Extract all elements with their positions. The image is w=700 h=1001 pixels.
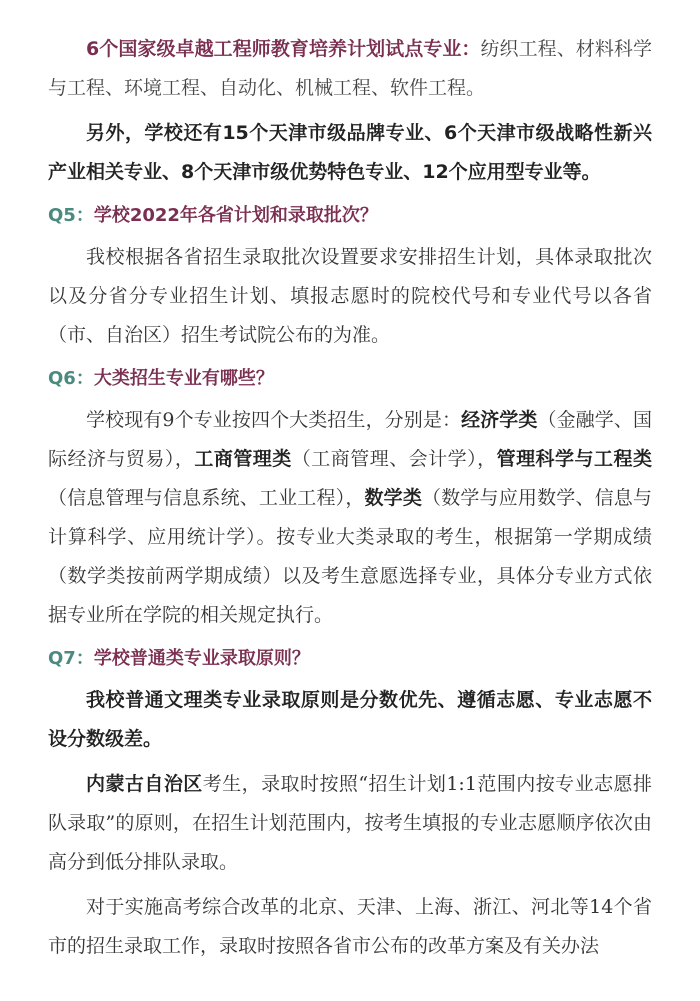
question-label: Q7：: [48, 648, 94, 669]
answer-intro: 学校现有9个专业按四个大类招生，分别是：: [86, 409, 462, 431]
paragraph-pilot-majors: [48, 30, 652, 108]
question-q7: [48, 641, 652, 677]
question-text: 大类招生专业有哪些？: [93, 368, 274, 389]
category-economics-detail: （金融学、国际经济与贸易），: [48, 409, 652, 470]
answer-q7-reform: [48, 888, 652, 966]
category-math: 数学类: [364, 487, 423, 509]
category-business-detail: （工商管理、会计学），: [291, 448, 497, 470]
answer-q7-region: [48, 765, 652, 882]
admission-principle: 我校普通文理类专业录取原则是分数优先、遵循志愿、专业志愿不设分数级差。: [48, 689, 652, 750]
region-text: 考生，录取时按照“招生计划1:1范围内按专业志愿排队录取”的原则，在招生计划范围内，按考生填报的专业志愿顺序依次由高分到低分排队录取。: [48, 773, 652, 873]
category-math-detail: （数学与应用数学、信息与计算科学、应用统计学）。: [48, 487, 652, 548]
question-label: Q6：: [48, 368, 94, 389]
question-label: Q5：: [48, 205, 94, 226]
question-text: 学校普通类专业录取原则？: [93, 648, 310, 669]
answer-rest: 按专业大类录取的考生，根据第一学期成绩（数学类按前两学期成绩）以及考生意愿选择专业，具体分专业方式依据专业所在学院的相关规定执行。: [48, 526, 652, 626]
category-economics: 经济学类: [461, 409, 538, 431]
answer-q6: [48, 401, 652, 635]
category-management-science: 管理科学与工程类: [496, 448, 652, 470]
paragraph-tianjin-majors: [48, 114, 652, 192]
pilot-majors-lead: 6个国家级卓越工程师教育培养计划试点专业：: [86, 38, 481, 60]
answer-q7-principle: [48, 681, 652, 759]
region-name: 内蒙古自治区: [86, 773, 203, 795]
reform-text: 对于实施高考综合改革的北京、天津、上海、浙江、河北等14个省市的招生录取工作，录取时按照各省市公布的改革方案及有关办法: [48, 896, 652, 957]
question-q6: [48, 361, 652, 397]
category-management-science-detail: （信息管理与信息系统、工业工程），: [48, 487, 365, 509]
question-q5: [48, 198, 652, 234]
answer-q5: [48, 238, 652, 355]
pilot-majors-list: 纺织工程、材料科学与工程、环境工程、自动化、机械工程、软件工程。: [48, 38, 652, 99]
category-business: 工商管理类: [194, 448, 292, 470]
answer-text: 我校根据各省招生录取批次设置要求安排招生计划，具体录取批次以及分省分专业招生计划、填报志愿时的院校代号和专业代号以各省（市、自治区）招生考试院公布的为准。: [48, 246, 652, 346]
tianjin-majors-text: 另外，学校还有15个天津市级品牌专业、6个天津市级战略性新兴产业相关专业、8个天津市级优势特色专业、12个应用型专业等。: [48, 122, 652, 183]
question-text: 学校2022年各省计划和录取批次？: [93, 205, 378, 226]
